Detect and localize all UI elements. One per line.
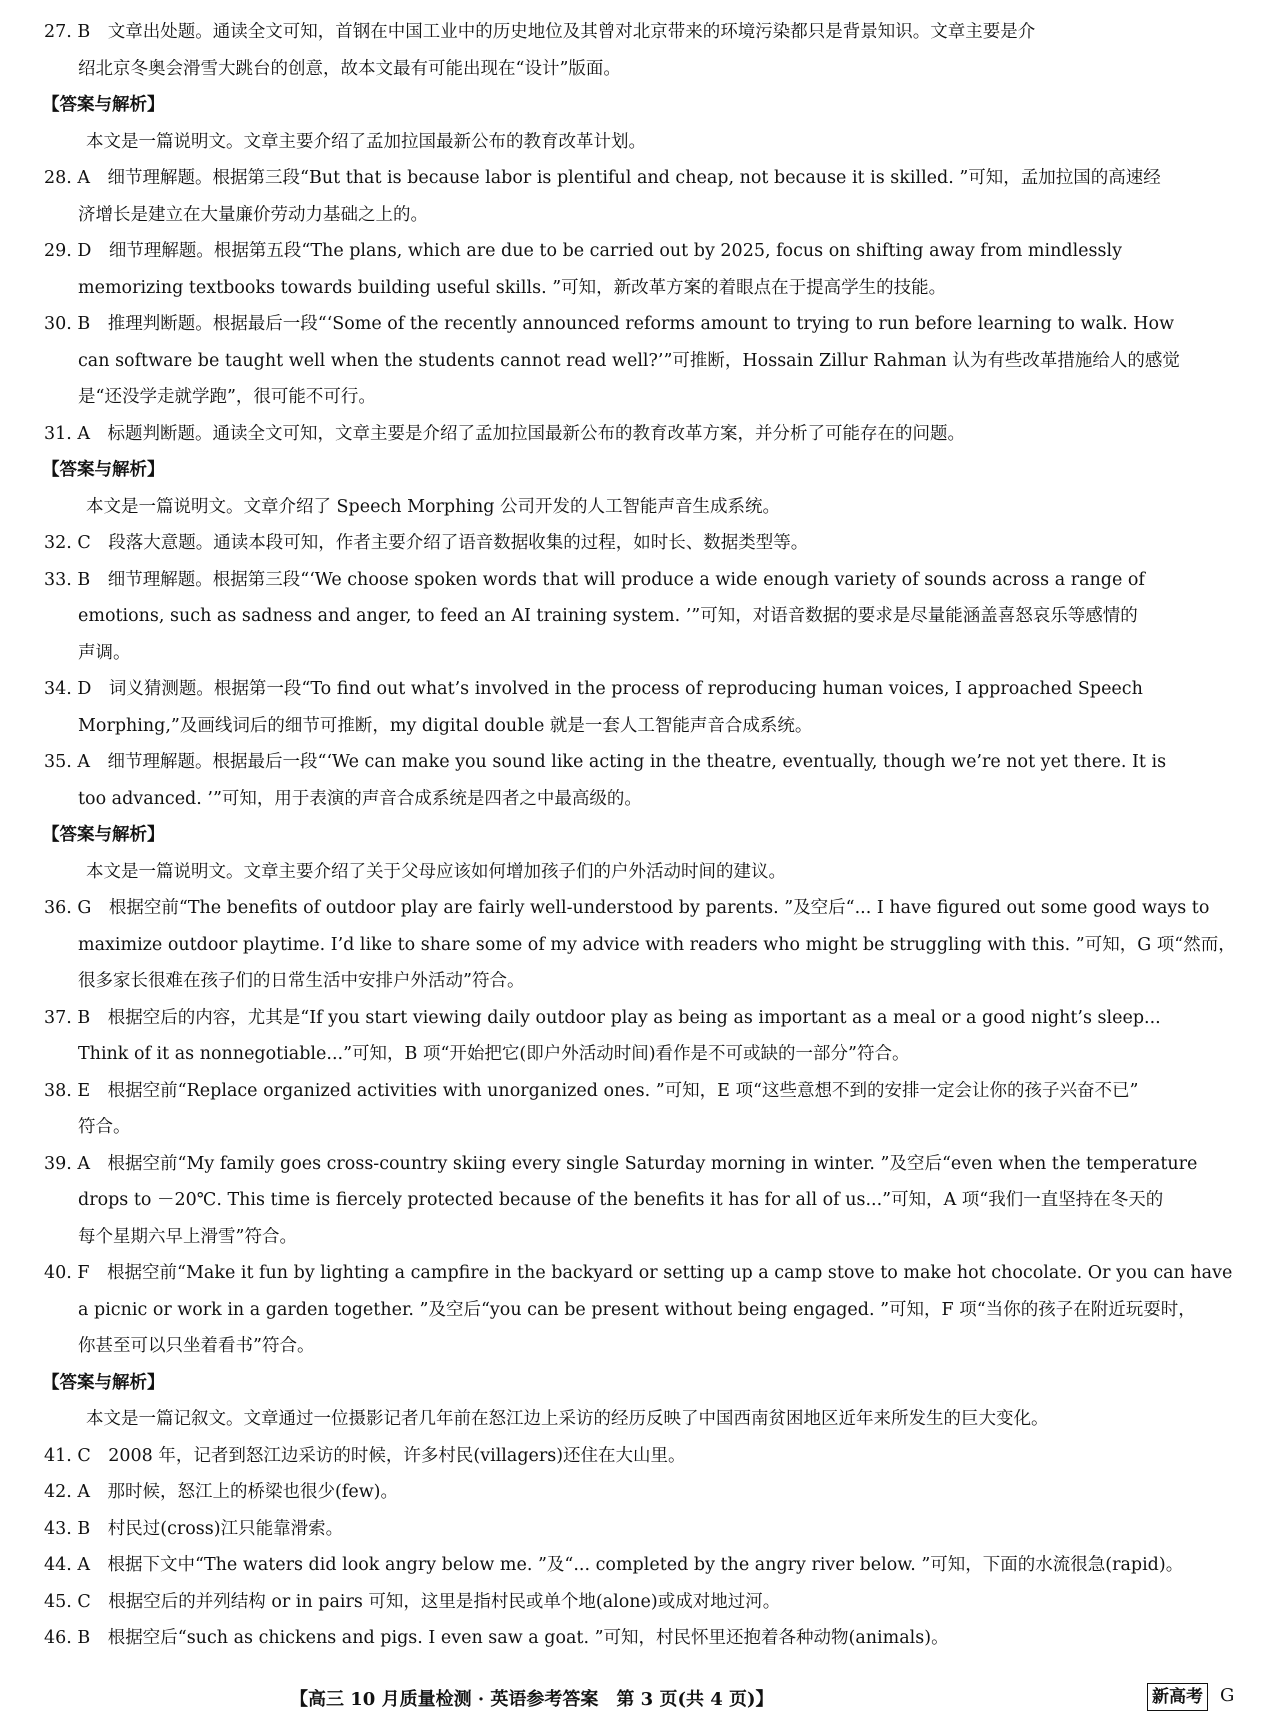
answer-item: 35. A 细节理解题。根据最后一段“‘We can make you sound like acting in the theatre, eventually, though we’re not yet there. It is xyxy=(44,752,1167,772)
answer-continuation: 符合。 xyxy=(78,1117,131,1137)
answer-item: 28. A 细节理解题。根据第三段“But that is because labor is plentiful and cheap, not because it is skilled. ”可知，孟加拉国的高速经 xyxy=(44,168,1161,188)
answer-item: 34. D 词义猜测题。根据第一段“To find out what’s involved in the process of reproducing human voices, I approached Speech xyxy=(44,679,1143,699)
page-footer xyxy=(0,1683,1280,1713)
answer-content xyxy=(40,14,1240,1657)
exam-type-badge: 新高考 xyxy=(1147,1683,1208,1711)
answer-continuation: can software be taught well when the students cannot read well?’”可推断，Hossain Zillur Rahman 认为有些改革措施给人的感觉 xyxy=(78,350,1180,371)
section-heading: 【答案与解析】 xyxy=(42,95,165,115)
answer-continuation: Think of it as nonnegotiable...”可知，B 项“开始把它(即户外活动时间)看作是不可或缺的一部分”符合。 xyxy=(78,1044,910,1064)
passage-summary: 本文是一篇说明文。文章介绍了 Speech Morphing 公司开发的人工智能声音生成系统。 xyxy=(86,496,781,517)
answer-item: 38. E 根据空前“Replace organized activities with unorganized ones. ”可知，E 项“这些意想不到的安排一定会让你的孩子兴奋不已” xyxy=(44,1080,1139,1101)
answer-continuation: drops to －20℃. This time is fiercely protected because of the benefits it has for all of us...”可知，A 项“我们一直坚持在冬天的 xyxy=(78,1190,1164,1210)
answer-continuation: maximize outdoor playtime. I’d like to share some of my advice with readers who might be struggling with this. ”可知，G 项“然而， xyxy=(78,934,1236,955)
answer-item: 29. D 细节理解题。根据第五段“The plans, which are due to be carried out by 2025, focus on shifting away from mindlessly xyxy=(44,241,1122,261)
answer-continuation: 绍北京冬奥会滑雪大跳台的创意，故本文最有可能出现在“设计”版面。 xyxy=(78,58,621,79)
footer-title: 【高三 10 月质量检测 · 英语参考答案 第 3 页(共 4 页)】 xyxy=(290,1689,774,1710)
answer-item: 37. B 根据空后的内容，尤其是“If you start viewing daily outdoor play as being as important as a meal or a good night’s sleep... xyxy=(44,1007,1161,1028)
answer-item: 44. A 根据下文中“The waters did look angry below me. ”及“... completed by the angry river below. ”可知，下面的水流很急(rapid)。 xyxy=(44,1555,1184,1575)
answer-continuation: 声调。 xyxy=(78,642,131,663)
answer-continuation: a picnic or work in a garden together. ”及空后“you can be present without being engaged. ”可知，F 项“当你的孩子在附近玩耍时， xyxy=(78,1299,1196,1320)
answer-continuation: Morphing,”及画线词后的细节可推断，my digital double 就是一套人工智能声音合成系统。 xyxy=(78,715,813,736)
answer-item: 40. F 根据空前“Make it fun by lighting a campfire in the backyard or setting up a camp stove to make hot chocolate. Or you can have xyxy=(44,1263,1233,1283)
answer-continuation: 你甚至可以只坐着看书”符合。 xyxy=(78,1336,315,1356)
answer-item: 39. A 根据空前“My family goes cross-country skiing every single Saturday morning in winter. ”及空后“even when the temperature xyxy=(44,1153,1198,1174)
passage-summary: 本文是一篇说明文。文章主要介绍了关于父母应该如何增加孩子们的户外活动时间的建议。 xyxy=(86,861,786,882)
answer-item: 43. B 村民过(cross)江只能靠滑索。 xyxy=(44,1518,344,1539)
answer-continuation: 是“还没学走就学跑”，很可能不可行。 xyxy=(78,387,376,407)
answer-continuation: too advanced. ’”可知，用于表演的声音合成系统是四者之中最高级的。 xyxy=(78,788,642,809)
version-letter: G xyxy=(1220,1685,1235,1706)
answer-continuation: memorizing textbooks towards building useful skills. ”可知，新改革方案的着眼点在于提高学生的技能。 xyxy=(78,277,947,298)
section-heading: 【答案与解析】 xyxy=(42,1372,165,1393)
answer-continuation: 济增长是建立在大量廉价劳动力基础之上的。 xyxy=(78,204,428,225)
answer-item: 30. B 推理判断题。根据最后一段“‘Some of the recently announced reforms amount to trying to run before learning to walk. How xyxy=(44,314,1175,334)
passage-summary: 本文是一篇说明文。文章主要介绍了孟加拉国最新公布的教育改革计划。 xyxy=(86,131,646,152)
answer-item: 27. B 文章出处题。通读全文可知，首钢在中国工业中的历史地位及其曾对北京带来的环境污染都只是背景知识。文章主要是介 xyxy=(44,22,1036,42)
answer-continuation: 每个星期六早上滑雪”符合。 xyxy=(78,1226,297,1247)
answer-item: 42. A 那时候，怒江上的桥梁也很少(few)。 xyxy=(44,1482,398,1502)
answer-item: 36. G 根据空前“The benefits of outdoor play are fairly well-understood by parents. ”及空后“... I have figured out some good ways to xyxy=(44,898,1210,918)
section-heading: 【答案与解析】 xyxy=(42,460,165,480)
answer-item: 41. C 2008 年，记者到怒江边采访的时候，许多村民(villagers)还住在大山里。 xyxy=(44,1445,686,1466)
answer-continuation: 很多家长很难在孩子们的日常生活中安排户外活动”符合。 xyxy=(78,971,525,991)
answer-item: 33. B 细节理解题。根据第三段“‘We choose spoken words that will produce a wide enough variety of sounds across a range of xyxy=(44,569,1145,590)
answer-item: 45. C 根据空后的并列结构 or in pairs 可知，这里是指村民或单个地(alone)或成对地过河。 xyxy=(44,1591,781,1612)
answer-item: 32. C 段落大意题。通读本段可知，作者主要介绍了语音数据收集的过程，如时长、数据类型等。 xyxy=(44,533,809,553)
answer-continuation: emotions, such as sadness and anger, to feed an AI training system. ’”可知，对语音数据的要求是尽量能涵盖喜怒哀乐等感情的 xyxy=(78,606,1138,626)
answer-item: 46. B 根据空后“such as chickens and pigs. I even saw a goat. ”可知，村民怀里还抱着各种动物(animals)。 xyxy=(44,1628,949,1648)
passage-summary: 本文是一篇记叙文。文章通过一位摄影记者几年前在怒江边上采访的经历反映了中国西南贫困地区近年来所发生的巨大变化。 xyxy=(86,1409,1049,1429)
answer-item: 31. A 标题判断题。通读全文可知，文章主要是介绍了孟加拉国最新公布的教育改革方案，并分析了可能存在的问题。 xyxy=(44,423,966,444)
section-heading: 【答案与解析】 xyxy=(42,825,165,845)
